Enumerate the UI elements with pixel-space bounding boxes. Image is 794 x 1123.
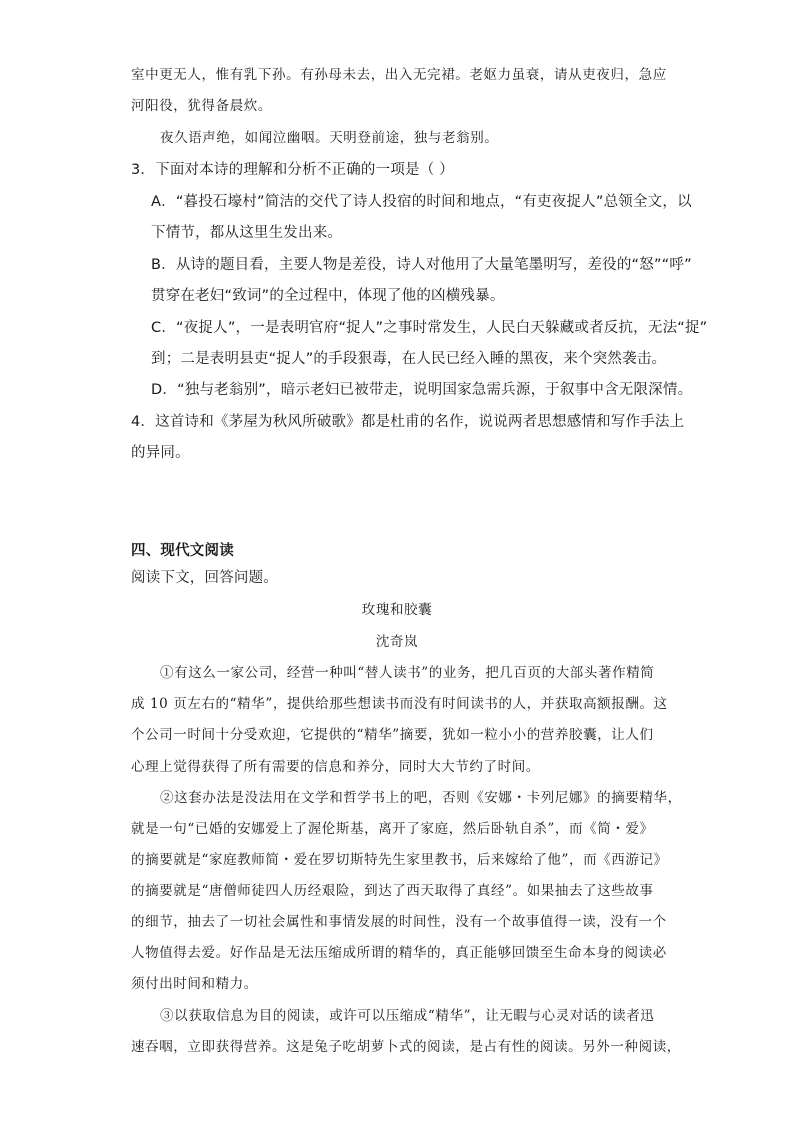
article-title: 玫瑰和胶囊 bbox=[361, 602, 433, 618]
paragraph-line: 须付出时间和精力。 bbox=[131, 976, 258, 992]
section-instruction: 阅读下文，回答问题。 bbox=[131, 570, 278, 586]
article-author: 沈奇岚 bbox=[375, 634, 419, 650]
section-heading: 四、现代文阅读 bbox=[131, 543, 234, 559]
poem-line: 夜久语声绝，如闻泣幽咽。天明登前途，独与老翁别。 bbox=[160, 130, 499, 146]
option-c: C．“夜捉人”，一是表明官府“捉人”之事时常发生，人民白天躲藏或者反抗，无法“捉” bbox=[151, 320, 708, 336]
paragraph-line: 的摘要就是“唐僧师徒四人历经艰险，到达了西天取得了真经”。如果抽去了这些故事 bbox=[131, 883, 654, 899]
paragraph-line: 成 10 页左右的“精华”，提供给那些想读书而没有时间读书的人，并获取高额报酬。这 bbox=[131, 696, 668, 712]
paragraph-line: 速吞咽，立即获得营养。这是兔子吃胡萝卜式的阅读，是占有性的阅读。另外一种阅读， bbox=[131, 1039, 681, 1055]
question-4: 4．这首诗和《茅屋为秋风所破歌》都是杜甫的名作，说说两者思想感情和写作手法上 bbox=[131, 414, 685, 430]
question-4-continued: 的异同。 bbox=[131, 445, 190, 461]
paragraph-line: ②这套办法是没法用在文学和哲学书上的吧，否则《安娜・卡列尼娜》的摘要精华， bbox=[160, 790, 682, 806]
paragraph-line: 就是一句“已婚的安娜爱上了渥伦斯基，离开了家庭，然后卧轨自杀”，而《简・爱》 bbox=[131, 821, 654, 837]
paragraph-line: ③以获取信息为目的阅读，或许可以压缩成“精华”，让无暇与心灵对话的读者迅 bbox=[160, 1008, 655, 1024]
option-b: B．从诗的题目看，主要人物是差役，诗人对他用了大量笔墨明写，差役的“怒”“呼” bbox=[151, 257, 692, 273]
option-a: A．“暮投石壕村”简洁的交代了诗人投宿的时间和地点，“有吏夜捉人”总领全文，以 bbox=[151, 194, 692, 210]
paragraph-line: 的摘要就是“家庭教师简・爱在罗切斯特先生家里教书，后来嫁给了他”，而《西游记》 bbox=[131, 852, 668, 868]
question-3-stem: 3．下面对本诗的理解和分析不正确的一项是（ ） bbox=[131, 162, 454, 178]
paragraph-line: 人物值得去爱。好作品是无法压缩成所谓的精华的，真正能够回馈至生命本身的阅读必 bbox=[131, 945, 667, 961]
poem-line: 室中更无人，惟有乳下孙。有孙母未去，出入无完裙。老妪力虽衰，请从吏夜归，急应 bbox=[131, 67, 667, 83]
paragraph-line: 心理上觉得获得了所有需要的信息和养分，同时大大节约了时间。 bbox=[131, 759, 540, 775]
paragraph-line: ①有这么一家公司，经营一种叫“替人读书”的业务，把几百页的大部头著作精简 bbox=[160, 665, 655, 681]
option-b-continued: 贯穿在老妇“致词”的全过程中，体现了他的凶横残暴。 bbox=[151, 288, 505, 304]
option-d: D．“独与老翁别”，暗示老妇已被带走，说明国家急需兵源，于叙事中含无限深情。 bbox=[151, 382, 693, 398]
paragraph-line: 个公司一时间十分受欢迎，它提供的“精华”摘要，犹如一粒小小的营养胶囊，让人们 bbox=[131, 727, 654, 743]
paragraph-line: 的细节，抽去了一切社会属性和事情发展的时间性，没有一个故事值得一读，没有一个 bbox=[131, 914, 667, 930]
option-a-continued: 下情节，都从这里生发出来。 bbox=[151, 225, 343, 241]
poem-line: 河阳役，犹得备晨炊。 bbox=[131, 98, 272, 114]
option-c-continued: 到；二是表明县吏“捉人”的手段狠毒，在人民已经入睡的黑夜，来个突然袭击。 bbox=[151, 351, 667, 367]
